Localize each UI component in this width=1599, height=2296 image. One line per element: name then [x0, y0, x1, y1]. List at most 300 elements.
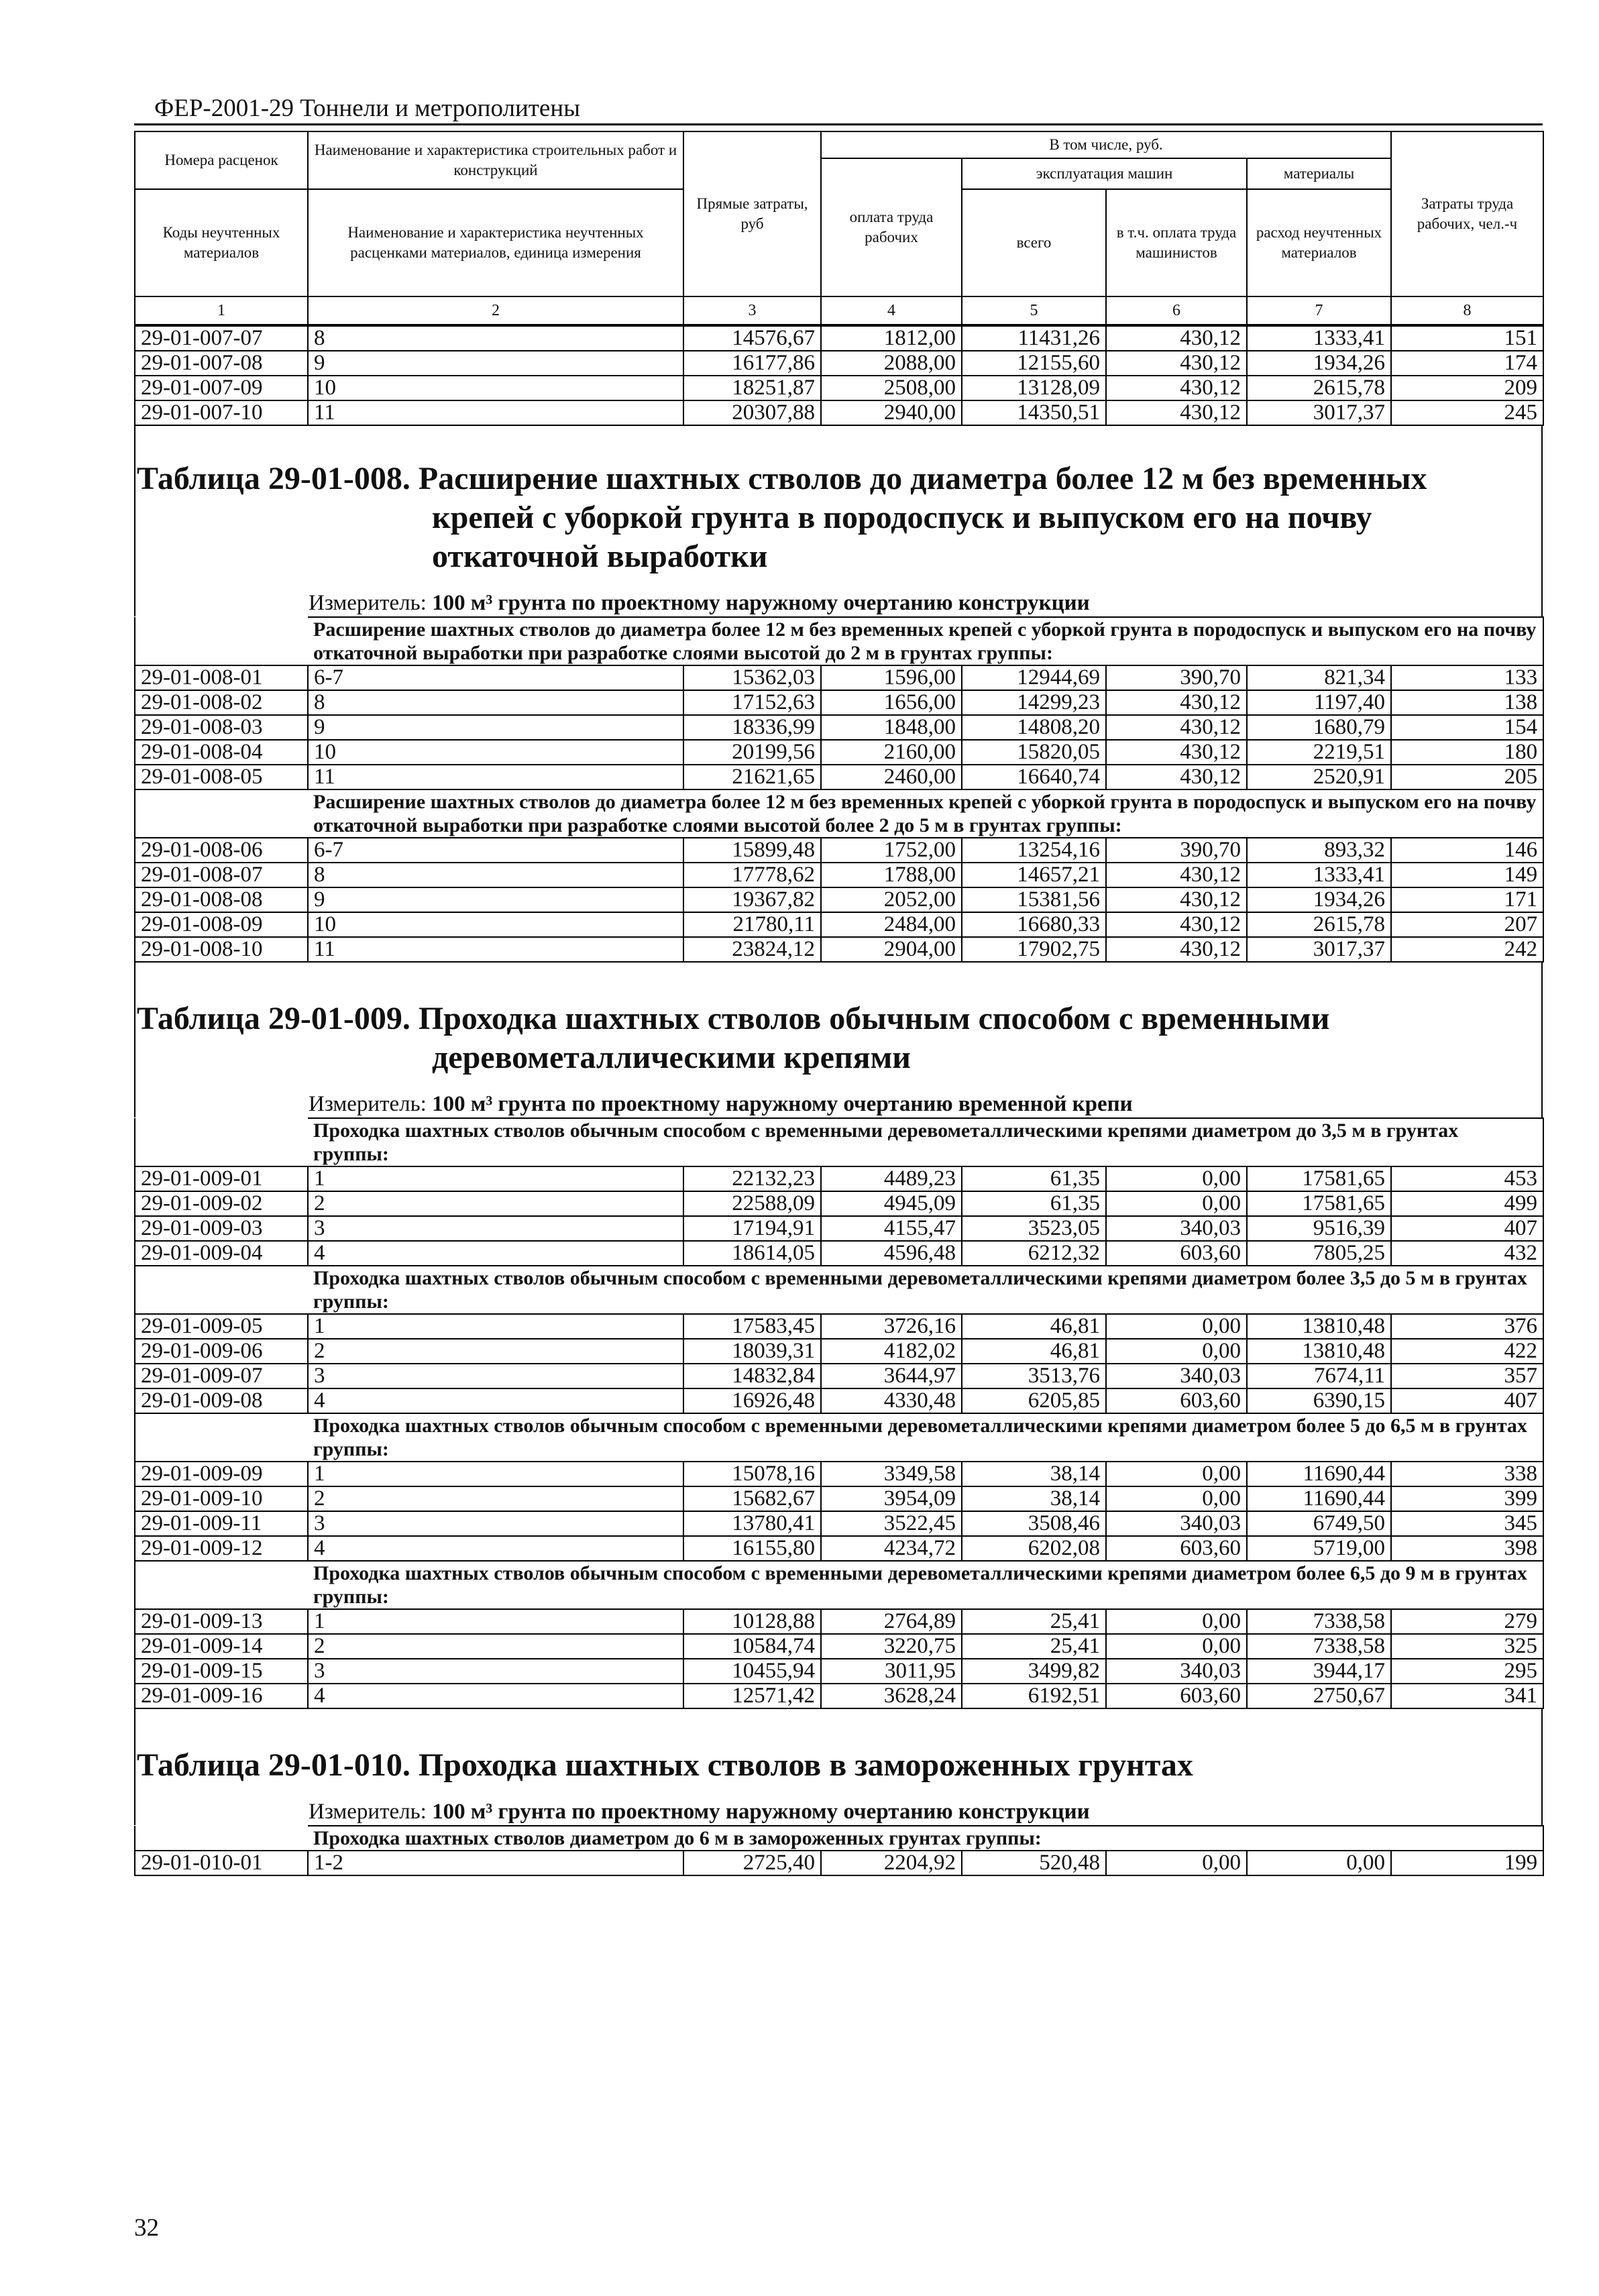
- cell-materials-use: 6749,50: [1247, 1511, 1391, 1536]
- cell-soil-group: 4: [308, 1536, 683, 1561]
- table-title-line: деревометаллическими крепями: [432, 1040, 911, 1075]
- cell-machinists-pay: 430,12: [1106, 326, 1247, 351]
- cell-machines-total: 12944,69: [962, 665, 1106, 690]
- cell-soil-group: 2: [308, 1634, 683, 1659]
- header-work-name: Наименование и характеристика строительных работ и конструкций: [308, 131, 683, 189]
- cell-soil-group: 6-7: [308, 838, 683, 863]
- header-material-name: Наименование и характеристика неучтенных расценками материалов, единица измерения: [308, 189, 683, 296]
- cell-rate-code: 29-01-008-04: [135, 740, 308, 765]
- table-title-line: Таблица 29-01-008. Расширение шахтных стволов до диаметра более 12 м без временных: [137, 461, 1427, 496]
- cell-materials-use: 821,34: [1247, 665, 1391, 690]
- table-row: [135, 665, 1543, 690]
- table-row: [135, 1191, 1543, 1216]
- cell-rate-code: 29-01-009-01: [135, 1166, 308, 1191]
- cell-machinists-pay: 430,12: [1106, 740, 1247, 765]
- cell-direct-costs: 21780,11: [683, 912, 821, 937]
- cell-direct-costs: 19367,82: [683, 887, 821, 912]
- cell-rate-code: 29-01-009-08: [135, 1388, 308, 1413]
- spacer: [134, 963, 1543, 999]
- cell-rate-code: 29-01-008-01: [135, 665, 308, 690]
- cell-labor-hours: 432: [1391, 1241, 1543, 1266]
- cell-machines-total: 61,35: [962, 1191, 1106, 1216]
- measure-value: 100 м³ грунта по проектному наружному очертанию конструкции: [432, 591, 1090, 615]
- group-subtitle-spacer: [135, 1413, 308, 1462]
- cell-soil-group: 2: [308, 1339, 683, 1364]
- cell-machines-total: 14808,20: [962, 715, 1106, 740]
- cell-direct-costs: 16155,80: [683, 1536, 821, 1561]
- cell-rate-code: 29-01-009-12: [135, 1536, 308, 1561]
- cell-labor-pay: 3011,95: [821, 1659, 962, 1684]
- table-title-line: Таблица 29-01-010. Проходка шахтных стволов в замороженных грунтах: [137, 1747, 1193, 1783]
- cell-materials-use: 7338,58: [1247, 1634, 1391, 1659]
- cell-machines-total: 3523,05: [962, 1216, 1106, 1241]
- cell-labor-hours: 345: [1391, 1511, 1543, 1536]
- table-title-010: [134, 1746, 1543, 1785]
- cell-labor-hours: 422: [1391, 1339, 1543, 1364]
- cell-rate-code: 29-01-009-13: [135, 1609, 308, 1634]
- cell-soil-group: 3: [308, 1511, 683, 1536]
- cell-materials-use: 11690,44: [1247, 1486, 1391, 1511]
- cell-labor-hours: 279: [1391, 1609, 1543, 1634]
- header-labor-hours: Затраты труда рабочих, чел.-ч: [1391, 131, 1543, 296]
- cell-machinists-pay: 430,12: [1106, 715, 1247, 740]
- cell-machinists-pay: 430,12: [1106, 863, 1247, 887]
- cell-machines-total: 14350,51: [962, 400, 1106, 425]
- cell-labor-hours: 133: [1391, 665, 1543, 690]
- cell-labor-pay: 2940,00: [821, 400, 962, 425]
- cell-machinists-pay: 430,12: [1106, 351, 1247, 376]
- cell-soil-group: 10: [308, 912, 683, 937]
- cell-soil-group: 4: [308, 1388, 683, 1413]
- cell-labor-hours: 338: [1391, 1462, 1543, 1486]
- cell-labor-hours: 453: [1391, 1166, 1543, 1191]
- table-row: [135, 1486, 1543, 1511]
- table-row: [135, 838, 1543, 863]
- group-subtitle: Расширение шахтных стволов до диаметра более 12 м без временных крепей с уборкой грунта в породоспуск и выпуском его на почву откаточной выработки при разработке слоями высотой более 2 до 5 м в грунтах группы:: [308, 789, 1543, 838]
- cell-machinists-pay: 603,60: [1106, 1684, 1247, 1708]
- header-materials-use: расход неучтенных материалов: [1247, 189, 1391, 296]
- table-row: [135, 1684, 1543, 1708]
- cell-direct-costs: 15078,16: [683, 1462, 821, 1486]
- group-subtitle-row: [135, 1413, 1543, 1462]
- cell-machinists-pay: 340,03: [1106, 1659, 1247, 1684]
- cell-labor-hours: 149: [1391, 863, 1543, 887]
- cell-soil-group: 1-2: [308, 1851, 683, 1875]
- table-row: [135, 690, 1543, 715]
- cell-labor-pay: 2088,00: [821, 351, 962, 376]
- cell-machines-total: 15820,05: [962, 740, 1106, 765]
- cell-machines-total: 17902,75: [962, 937, 1106, 962]
- table-row: [135, 937, 1543, 962]
- cell-labor-pay: 4155,47: [821, 1216, 962, 1241]
- cell-machinists-pay: 0,00: [1106, 1166, 1247, 1191]
- col-number: 8: [1391, 296, 1543, 325]
- cell-materials-use: 3944,17: [1247, 1659, 1391, 1684]
- cell-soil-group: 6-7: [308, 665, 683, 690]
- cell-direct-costs: 10128,88: [683, 1609, 821, 1634]
- cell-materials-use: 5719,00: [1247, 1536, 1391, 1561]
- cell-direct-costs: 16926,48: [683, 1388, 821, 1413]
- table-row: [135, 740, 1543, 765]
- measure-value: 100 м³ грунта по проектному наружному очертанию конструкции: [432, 1800, 1090, 1824]
- table-title-line: крепей с уборкой грунта в породоспуск и выпуском его на почву: [432, 500, 1372, 535]
- cell-labor-hours: 151: [1391, 326, 1543, 351]
- cell-labor-hours: 357: [1391, 1364, 1543, 1388]
- cell-soil-group: 8: [308, 326, 683, 351]
- cell-machines-total: 16640,74: [962, 765, 1106, 789]
- header-codes: Коды неучтенных материалов: [135, 189, 308, 296]
- cell-machines-total: 13254,16: [962, 838, 1106, 863]
- header-labor-pay: оплата труда рабочих: [821, 158, 962, 296]
- cell-materials-use: 1197,40: [1247, 690, 1391, 715]
- cell-machinists-pay: 0,00: [1106, 1462, 1247, 1486]
- cell-direct-costs: 10584,74: [683, 1634, 821, 1659]
- cell-labor-pay: 1812,00: [821, 326, 962, 351]
- cell-machines-total: 12155,60: [962, 351, 1106, 376]
- table-row: [135, 863, 1543, 887]
- cell-labor-hours: 499: [1391, 1191, 1543, 1216]
- cell-labor-pay: 4596,48: [821, 1241, 962, 1266]
- cell-labor-pay: 3522,45: [821, 1511, 962, 1536]
- cell-direct-costs: 18614,05: [683, 1241, 821, 1266]
- cell-materials-use: 7805,25: [1247, 1241, 1391, 1266]
- cell-labor-hours: 138: [1391, 690, 1543, 715]
- cell-labor-hours: 205: [1391, 765, 1543, 789]
- measure-value: 100 м³ грунта по проектному наружному очертанию временной крепи: [432, 1092, 1133, 1116]
- cell-soil-group: 9: [308, 351, 683, 376]
- running-header: ФЕР-2001-29 Тоннели и метрополитены: [134, 94, 1543, 125]
- cell-direct-costs: 12571,42: [683, 1684, 821, 1708]
- cell-materials-use: 0,00: [1247, 1851, 1391, 1875]
- cell-rate-code: 29-01-009-16: [135, 1684, 308, 1708]
- cell-rate-code: 29-01-008-06: [135, 838, 308, 863]
- cell-labor-hours: 207: [1391, 912, 1543, 937]
- cell-machines-total: 46,81: [962, 1339, 1106, 1364]
- group-subtitle: Расширение шахтных стволов до диаметра более 12 м без временных крепей с уборкой грунта в породоспуск и выпуском его на почву откаточной выработки при разработке слоями высотой до 2 м в грунтах группы:: [308, 617, 1543, 665]
- cell-rate-code: 29-01-010-01: [135, 1851, 308, 1875]
- cell-materials-use: 2615,78: [1247, 376, 1391, 400]
- cell-materials-use: 3017,37: [1247, 400, 1391, 425]
- cell-materials-use: 893,32: [1247, 838, 1391, 863]
- cell-labor-pay: 3220,75: [821, 1634, 962, 1659]
- table-row: [135, 326, 1543, 351]
- cell-labor-hours: 180: [1391, 740, 1543, 765]
- table-row: [135, 1609, 1543, 1634]
- table-row: [135, 765, 1543, 789]
- cell-labor-pay: 2904,00: [821, 937, 962, 962]
- cell-labor-pay: 1752,00: [821, 838, 962, 863]
- cell-rate-code: 29-01-008-07: [135, 863, 308, 887]
- cell-direct-costs: 10455,94: [683, 1659, 821, 1684]
- header-including: В том числе, руб.: [821, 131, 1391, 158]
- table-row: [135, 887, 1543, 912]
- col-number: 2: [308, 296, 683, 325]
- cell-materials-use: 17581,65: [1247, 1166, 1391, 1191]
- cell-labor-pay: 1848,00: [821, 715, 962, 740]
- cell-rate-code: 29-01-007-07: [135, 326, 308, 351]
- cell-soil-group: 3: [308, 1216, 683, 1241]
- cell-direct-costs: 13780,41: [683, 1511, 821, 1536]
- cell-rate-code: 29-01-009-09: [135, 1462, 308, 1486]
- group-subtitle-row: [135, 1561, 1543, 1609]
- cell-labor-pay: 3726,16: [821, 1314, 962, 1339]
- cell-machines-total: 14299,23: [962, 690, 1106, 715]
- rates-table-010: [134, 1825, 1544, 1876]
- cell-materials-use: 7338,58: [1247, 1609, 1391, 1634]
- cell-soil-group: 10: [308, 376, 683, 400]
- cell-machinists-pay: 430,12: [1106, 376, 1247, 400]
- spacer: [134, 426, 1543, 459]
- table-row: [135, 1388, 1543, 1413]
- group-subtitle-spacer: [135, 1118, 308, 1166]
- cell-materials-use: 2750,67: [1247, 1684, 1391, 1708]
- table-row: [135, 1462, 1543, 1486]
- rates-table-008: [134, 616, 1544, 963]
- cell-direct-costs: 15899,48: [683, 838, 821, 863]
- cell-machinists-pay: 0,00: [1106, 1634, 1247, 1659]
- cell-rate-code: 29-01-009-06: [135, 1339, 308, 1364]
- header-direct-costs: Прямые затраты, руб: [683, 131, 821, 296]
- cell-materials-use: 17581,65: [1247, 1191, 1391, 1216]
- cell-machines-total: 3499,82: [962, 1659, 1106, 1684]
- cell-labor-hours: 209: [1391, 376, 1543, 400]
- cell-direct-costs: 17583,45: [683, 1314, 821, 1339]
- cell-direct-costs: 17152,63: [683, 690, 821, 715]
- measure-line-010: [134, 1785, 1543, 1825]
- cell-materials-use: 1333,41: [1247, 326, 1391, 351]
- cell-labor-pay: 2204,92: [821, 1851, 962, 1875]
- cell-materials-use: 11690,44: [1247, 1462, 1391, 1486]
- cell-soil-group: 8: [308, 690, 683, 715]
- cell-machinists-pay: 430,12: [1106, 937, 1247, 962]
- cell-rate-code: 29-01-008-09: [135, 912, 308, 937]
- cell-machinists-pay: 390,70: [1106, 665, 1247, 690]
- cell-rate-code: 29-01-009-15: [135, 1659, 308, 1684]
- cell-machines-total: 15381,56: [962, 887, 1106, 912]
- cell-materials-use: 7674,11: [1247, 1364, 1391, 1388]
- cell-machinists-pay: 340,03: [1106, 1511, 1247, 1536]
- cell-machines-total: 11431,26: [962, 326, 1106, 351]
- cell-soil-group: 1: [308, 1314, 683, 1339]
- cell-materials-use: 1333,41: [1247, 863, 1391, 887]
- measure-line-008: [134, 576, 1543, 616]
- cell-rate-code: 29-01-008-05: [135, 765, 308, 789]
- cell-materials-use: 9516,39: [1247, 1216, 1391, 1241]
- col-number: 7: [1247, 296, 1391, 325]
- cell-labor-pay: 4330,48: [821, 1388, 962, 1413]
- cell-labor-hours: 171: [1391, 887, 1543, 912]
- cell-machines-total: 3513,76: [962, 1364, 1106, 1388]
- table-row: [135, 1634, 1543, 1659]
- group-subtitle-row: [135, 789, 1543, 838]
- cell-machines-total: 46,81: [962, 1314, 1106, 1339]
- cell-soil-group: 4: [308, 1241, 683, 1266]
- cell-soil-group: 11: [308, 400, 683, 425]
- header-machines: эксплуатация машин: [962, 158, 1247, 189]
- table-row: [135, 1314, 1543, 1339]
- cell-rate-code: 29-01-007-09: [135, 376, 308, 400]
- cell-direct-costs: 20199,56: [683, 740, 821, 765]
- cell-rate-code: 29-01-009-05: [135, 1314, 308, 1339]
- cell-labor-pay: 1596,00: [821, 665, 962, 690]
- cell-rate-code: 29-01-009-04: [135, 1241, 308, 1266]
- cell-machinists-pay: 430,12: [1106, 887, 1247, 912]
- cell-machinists-pay: 390,70: [1106, 838, 1247, 863]
- group-subtitle-spacer: [135, 1266, 308, 1314]
- cell-machinists-pay: 430,12: [1106, 912, 1247, 937]
- cell-machinists-pay: 0,00: [1106, 1339, 1247, 1364]
- table-row: [135, 1166, 1543, 1191]
- cell-materials-use: 6390,15: [1247, 1388, 1391, 1413]
- cell-direct-costs: 22588,09: [683, 1191, 821, 1216]
- cell-labor-pay: 3628,24: [821, 1684, 962, 1708]
- cell-labor-hours: 325: [1391, 1634, 1543, 1659]
- cell-soil-group: 11: [308, 765, 683, 789]
- cell-labor-hours: 174: [1391, 351, 1543, 376]
- cell-soil-group: 10: [308, 740, 683, 765]
- cell-direct-costs: 18039,31: [683, 1339, 821, 1364]
- cell-rate-code: 29-01-009-10: [135, 1486, 308, 1511]
- cell-soil-group: 1: [308, 1462, 683, 1486]
- cell-labor-hours: 399: [1391, 1486, 1543, 1511]
- group-subtitle-row: [135, 1826, 1543, 1851]
- table-row: [135, 376, 1543, 400]
- cell-machines-total: 13128,09: [962, 376, 1106, 400]
- table-row: [135, 1339, 1543, 1364]
- cell-labor-pay: 2160,00: [821, 740, 962, 765]
- cell-machines-total: 6192,51: [962, 1684, 1106, 1708]
- table-row: [135, 1216, 1543, 1241]
- cell-direct-costs: 2725,40: [683, 1851, 821, 1875]
- table-row: [135, 912, 1543, 937]
- cell-labor-pay: 4489,23: [821, 1166, 962, 1191]
- cell-materials-use: 1934,26: [1247, 887, 1391, 912]
- cell-rate-code: 29-01-008-02: [135, 690, 308, 715]
- cell-direct-costs: 16177,86: [683, 351, 821, 376]
- table-row: [135, 400, 1543, 425]
- cell-soil-group: 3: [308, 1364, 683, 1388]
- cell-machinists-pay: 603,60: [1106, 1241, 1247, 1266]
- cell-direct-costs: 15362,03: [683, 665, 821, 690]
- group-subtitle: Проходка шахтных стволов обычным способом с временными деревометаллическими крепями диаметром более 6,5 до 9 м в грунтах группы:: [308, 1561, 1543, 1609]
- cell-machinists-pay: 603,60: [1106, 1536, 1247, 1561]
- cell-direct-costs: 21621,65: [683, 765, 821, 789]
- page-number: 32: [134, 2214, 159, 2242]
- group-subtitle-row: [135, 1118, 1543, 1166]
- rates-table-007: [134, 325, 1544, 426]
- measure-label: Измеритель:: [309, 1800, 427, 1824]
- cell-labor-hours: 199: [1391, 1851, 1543, 1875]
- table-row: [135, 1851, 1543, 1875]
- cell-rate-code: 29-01-009-11: [135, 1511, 308, 1536]
- table-row: [135, 351, 1543, 376]
- cell-labor-pay: 2484,00: [821, 912, 962, 937]
- cell-labor-pay: 3349,58: [821, 1462, 962, 1486]
- group-subtitle-spacer: [135, 1826, 308, 1851]
- cell-materials-use: 2219,51: [1247, 740, 1391, 765]
- cell-labor-pay: 4945,09: [821, 1191, 962, 1216]
- cell-labor-hours: 398: [1391, 1536, 1543, 1561]
- cell-materials-use: 2520,91: [1247, 765, 1391, 789]
- table-title-009: [134, 999, 1543, 1077]
- cell-labor-pay: 3644,97: [821, 1364, 962, 1388]
- cell-labor-pay: 2460,00: [821, 765, 962, 789]
- cell-soil-group: 1: [308, 1166, 683, 1191]
- cell-labor-hours: 341: [1391, 1684, 1543, 1708]
- col-number: 4: [821, 296, 962, 325]
- cell-direct-costs: 23824,12: [683, 937, 821, 962]
- col-number: 3: [683, 296, 821, 325]
- cell-machinists-pay: 0,00: [1106, 1851, 1247, 1875]
- measure-line-009: [134, 1077, 1543, 1117]
- cell-direct-costs: 15682,67: [683, 1486, 821, 1511]
- cell-labor-pay: 3954,09: [821, 1486, 962, 1511]
- group-subtitle: Проходка шахтных стволов обычным способом с временными деревометаллическими крепями диаметром более 3,5 до 5 м в грунтах группы:: [308, 1266, 1543, 1314]
- cell-labor-pay: 2764,89: [821, 1609, 962, 1634]
- cell-labor-pay: 2508,00: [821, 376, 962, 400]
- cell-labor-pay: 1656,00: [821, 690, 962, 715]
- header-materials: материалы: [1247, 158, 1391, 189]
- table-row: [135, 1241, 1543, 1266]
- group-subtitle: Проходка шахтных стволов обычным способом с временными деревометаллическими крепями диаметром более 5 до 6,5 м в грунтах группы:: [308, 1413, 1543, 1462]
- col-number: 5: [962, 296, 1106, 325]
- cell-soil-group: 9: [308, 887, 683, 912]
- table-title-line: откаточной выработки: [432, 539, 768, 574]
- cell-machinists-pay: 0,00: [1106, 1609, 1247, 1634]
- cell-rate-code: 29-01-009-02: [135, 1191, 308, 1216]
- rates-table-009: [134, 1117, 1544, 1709]
- cell-rate-code: 29-01-008-08: [135, 887, 308, 912]
- cell-materials-use: 13810,48: [1247, 1314, 1391, 1339]
- table-title-008: [134, 459, 1543, 576]
- cell-machines-total: 14657,21: [962, 863, 1106, 887]
- cell-labor-hours: 407: [1391, 1388, 1543, 1413]
- cell-machines-total: 3508,46: [962, 1511, 1106, 1536]
- cell-labor-hours: 295: [1391, 1659, 1543, 1684]
- cell-machines-total: 38,14: [962, 1486, 1106, 1511]
- cell-labor-pay: 4234,72: [821, 1536, 962, 1561]
- group-subtitle-row: [135, 617, 1543, 665]
- cell-direct-costs: 20307,88: [683, 400, 821, 425]
- cell-labor-pay: 2052,00: [821, 887, 962, 912]
- cell-labor-hours: 407: [1391, 1216, 1543, 1241]
- cell-machines-total: 25,41: [962, 1609, 1106, 1634]
- cell-machinists-pay: 340,03: [1106, 1364, 1247, 1388]
- cell-machines-total: 520,48: [962, 1851, 1106, 1875]
- cell-machines-total: 6202,08: [962, 1536, 1106, 1561]
- cell-labor-hours: 245: [1391, 400, 1543, 425]
- cell-direct-costs: 14832,84: [683, 1364, 821, 1388]
- cell-machinists-pay: 0,00: [1106, 1314, 1247, 1339]
- cell-machines-total: 61,35: [962, 1166, 1106, 1191]
- table-row: [135, 1536, 1543, 1561]
- cell-machinists-pay: 603,60: [1106, 1388, 1247, 1413]
- cell-rate-code: 29-01-007-10: [135, 400, 308, 425]
- table-title-line: Таблица 29-01-009. Проходка шахтных стволов обычным способом с временными: [137, 1001, 1330, 1036]
- measure-label: Измеритель:: [309, 1092, 427, 1116]
- table-row: [135, 1511, 1543, 1536]
- column-header-table: [134, 131, 1544, 325]
- cell-labor-hours: 242: [1391, 937, 1543, 962]
- cell-machines-total: 6212,32: [962, 1241, 1106, 1266]
- group-subtitle: Проходка шахтных стволов диаметром до 6 м в замороженных грунтах группы:: [308, 1826, 1543, 1851]
- cell-rate-code: 29-01-008-10: [135, 937, 308, 962]
- header-rate-number: Номера расценок: [135, 131, 308, 189]
- cell-direct-costs: 22132,23: [683, 1166, 821, 1191]
- cell-labor-pay: 1788,00: [821, 863, 962, 887]
- group-subtitle-spacer: [135, 617, 308, 665]
- group-subtitle-spacer: [135, 789, 308, 838]
